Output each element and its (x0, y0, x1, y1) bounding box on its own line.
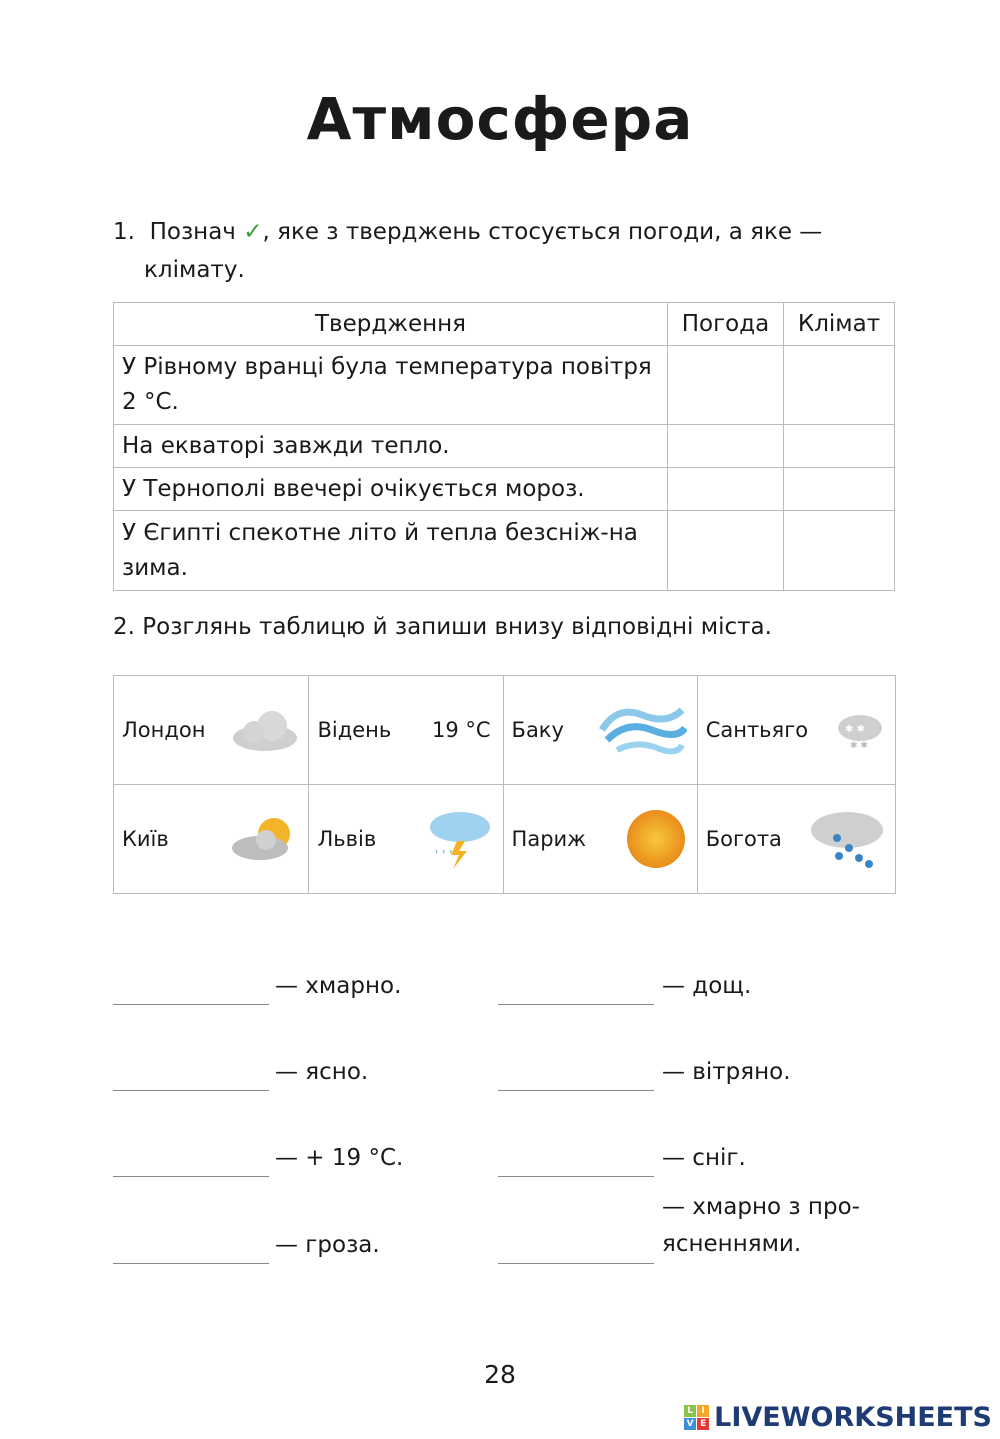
statements-table (113, 302, 895, 591)
rain-icon (809, 808, 885, 870)
city-name: Сантьяго (705, 718, 809, 742)
city-name: Богота (705, 827, 782, 851)
answer-label: — + 19 °С. (275, 1145, 404, 1171)
city-name: Париж (511, 827, 587, 851)
city-name: Лондон (122, 718, 206, 742)
answer-input-temperature[interactable] (113, 1148, 269, 1177)
cities-table (113, 675, 896, 894)
city-cell (503, 785, 697, 894)
snow-icon (835, 708, 885, 752)
weather-cell[interactable] (668, 468, 784, 511)
cloud-icon (232, 708, 298, 752)
wind-icon (597, 700, 687, 760)
statement: На екваторі завжди тепло. (114, 425, 668, 468)
city-name: Київ (122, 827, 169, 851)
sun-icon (625, 808, 687, 870)
logo-icon: L I V E (684, 1405, 709, 1430)
header-statement: Твердження (114, 303, 668, 346)
task-text: Познач (149, 219, 236, 245)
check-icon: ✓ (243, 219, 263, 245)
weather-cell[interactable] (668, 425, 784, 468)
statement: У Рівному вранці була температура повітря 2 °С. (114, 346, 668, 425)
temperature-value: 19 °C (431, 718, 491, 742)
city-cell (309, 785, 503, 894)
page-title: Атмосфера (306, 85, 694, 153)
answer-input-clear[interactable] (113, 1062, 269, 1091)
city-cell (503, 676, 697, 785)
answer-input-thunderstorm[interactable] (113, 1235, 269, 1264)
climate-cell[interactable] (784, 425, 895, 468)
climate-cell[interactable] (784, 511, 895, 591)
partly-cloudy-icon (228, 814, 298, 864)
city-cell (697, 676, 895, 785)
city-name: Баку (511, 718, 564, 742)
task-text: клімату. (144, 257, 245, 283)
answer-label: — хмарно. (275, 973, 402, 999)
city-cell (114, 676, 309, 785)
svg-text:✱ ✱: ✱ ✱ (845, 724, 865, 735)
task2-instruction: 2. Розглянь таблицю й запиши внизу відповідні міста. (113, 614, 772, 640)
thunderstorm-icon (427, 807, 493, 871)
answer-label: — дощ. (662, 973, 752, 999)
header-climate: Клімат (784, 303, 895, 346)
city-cell (309, 676, 503, 785)
liveworksheets-logo (684, 1402, 992, 1433)
answer-label: — гроза. (275, 1232, 380, 1258)
answer-input-cloudy[interactable] (113, 976, 269, 1005)
task-number: 1. (113, 219, 135, 245)
svg-text:' ' ': ' ' ' (434, 848, 453, 862)
answer-label: — вітряно. (662, 1059, 791, 1085)
answer-label: — ясно. (275, 1059, 369, 1085)
city-cell (114, 785, 309, 894)
city-name: Відень (317, 718, 392, 742)
page-number: 28 (484, 1360, 516, 1389)
weather-cell[interactable] (668, 511, 784, 591)
climate-cell[interactable] (784, 468, 895, 511)
logo-text: LIVEWORKSHEETS (714, 1402, 992, 1433)
city-name: Львів (317, 827, 377, 851)
answer-input-partly-cloudy[interactable] (498, 1235, 654, 1264)
weather-cell[interactable] (668, 346, 784, 425)
header-weather: Погода (668, 303, 784, 346)
city-cell (697, 785, 895, 894)
climate-cell[interactable] (784, 346, 895, 425)
answer-label: — хмарно з про- (662, 1194, 860, 1220)
answer-input-snow[interactable] (498, 1148, 654, 1177)
answer-label: ясненнями. (662, 1231, 802, 1257)
svg-text:✱ ✱: ✱ ✱ (850, 741, 868, 751)
statement: У Єгипті спекотне літо й тепла безсніж-на зима. (114, 511, 668, 591)
task-text: , яке з тверджень стосується погоди, а яке — (262, 219, 823, 245)
statement: У Тернополі ввечері очікується мороз. (114, 468, 668, 511)
answer-label: — сніг. (662, 1145, 746, 1171)
task1-instruction (113, 213, 822, 289)
answer-input-rain[interactable] (498, 976, 654, 1005)
answer-input-windy[interactable] (498, 1062, 654, 1091)
